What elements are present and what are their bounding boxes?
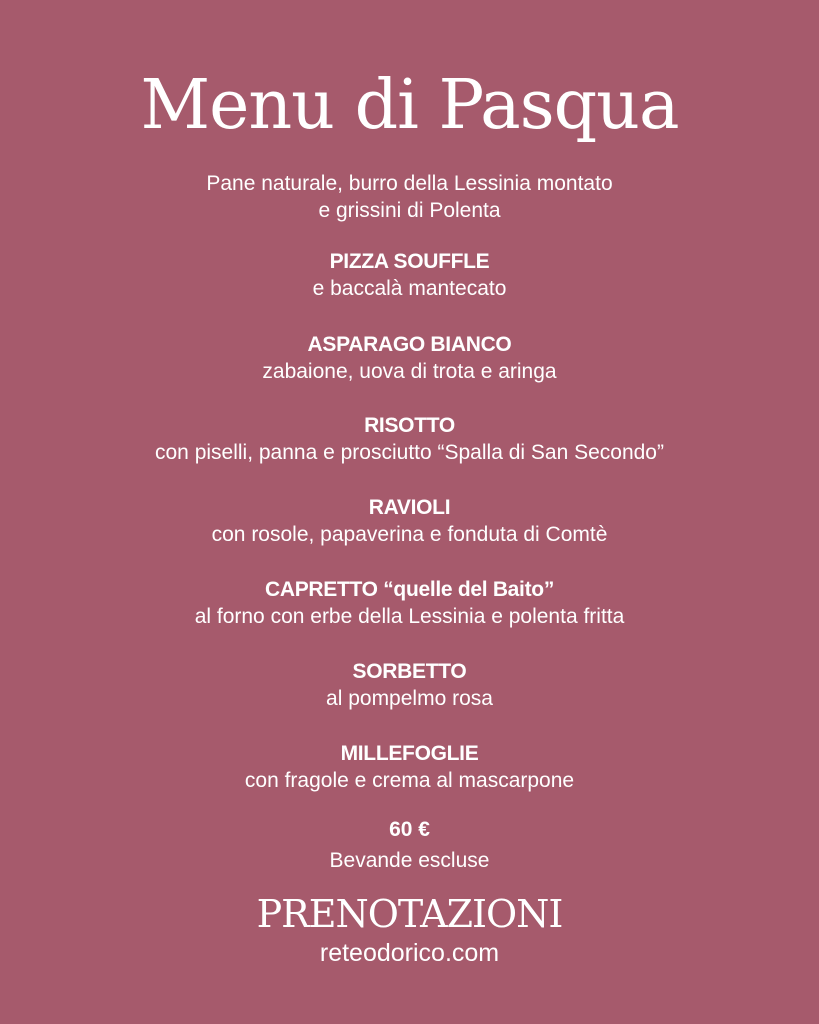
price-note: Bevande escluse: [329, 849, 490, 872]
course-capretto: [0, 576, 819, 630]
course-sorbetto: [0, 658, 819, 712]
menu-title: Menu di Pasqua: [140, 66, 679, 145]
course-description: al forno con erbe della Lessinia e polenta fritta: [194, 605, 625, 628]
course-risotto: [0, 412, 819, 466]
course-millefoglie: [0, 740, 819, 794]
course-name: CAPRETTO “quelle del Baito”: [264, 578, 555, 601]
course-description: con rosole, papaverina e fonduta di Comtè: [211, 523, 608, 546]
course-description: zabaione, uova di trota e aringa: [262, 360, 557, 383]
course-pizza-souffle: [0, 248, 819, 302]
course-name: PIZZA SOUFFLE: [329, 250, 490, 273]
booking-website: reteodorico.com: [319, 939, 500, 967]
course-name: RISOTTO: [364, 414, 455, 437]
course-description: con piselli, panna e prosciutto “Spalla di San Secondo”: [155, 441, 664, 464]
intro-line: e grissini di Polenta: [318, 199, 501, 222]
booking-title: PRENOTAZIONI: [256, 892, 563, 936]
course-description: e baccalà mantecato: [312, 277, 507, 300]
intro-line: Pane naturale, burro della Lessinia montato: [206, 172, 613, 195]
course-name: MILLEFOGLIE: [340, 742, 479, 765]
booking-block: [0, 890, 819, 968]
course-name: RAVIOLI: [368, 496, 451, 519]
course-description: al pompelmo rosa: [326, 687, 493, 710]
course-ravioli: [0, 494, 819, 548]
intro-block: [0, 170, 819, 224]
price-value: 60 €: [389, 818, 430, 841]
course-description: con fragole e crema al mascarpone: [244, 769, 575, 792]
price-block: [0, 816, 819, 878]
course-asparago-bianco: [0, 331, 819, 385]
course-name: ASPARAGO BIANCO: [307, 333, 512, 356]
course-name: SORBETTO: [352, 660, 467, 683]
